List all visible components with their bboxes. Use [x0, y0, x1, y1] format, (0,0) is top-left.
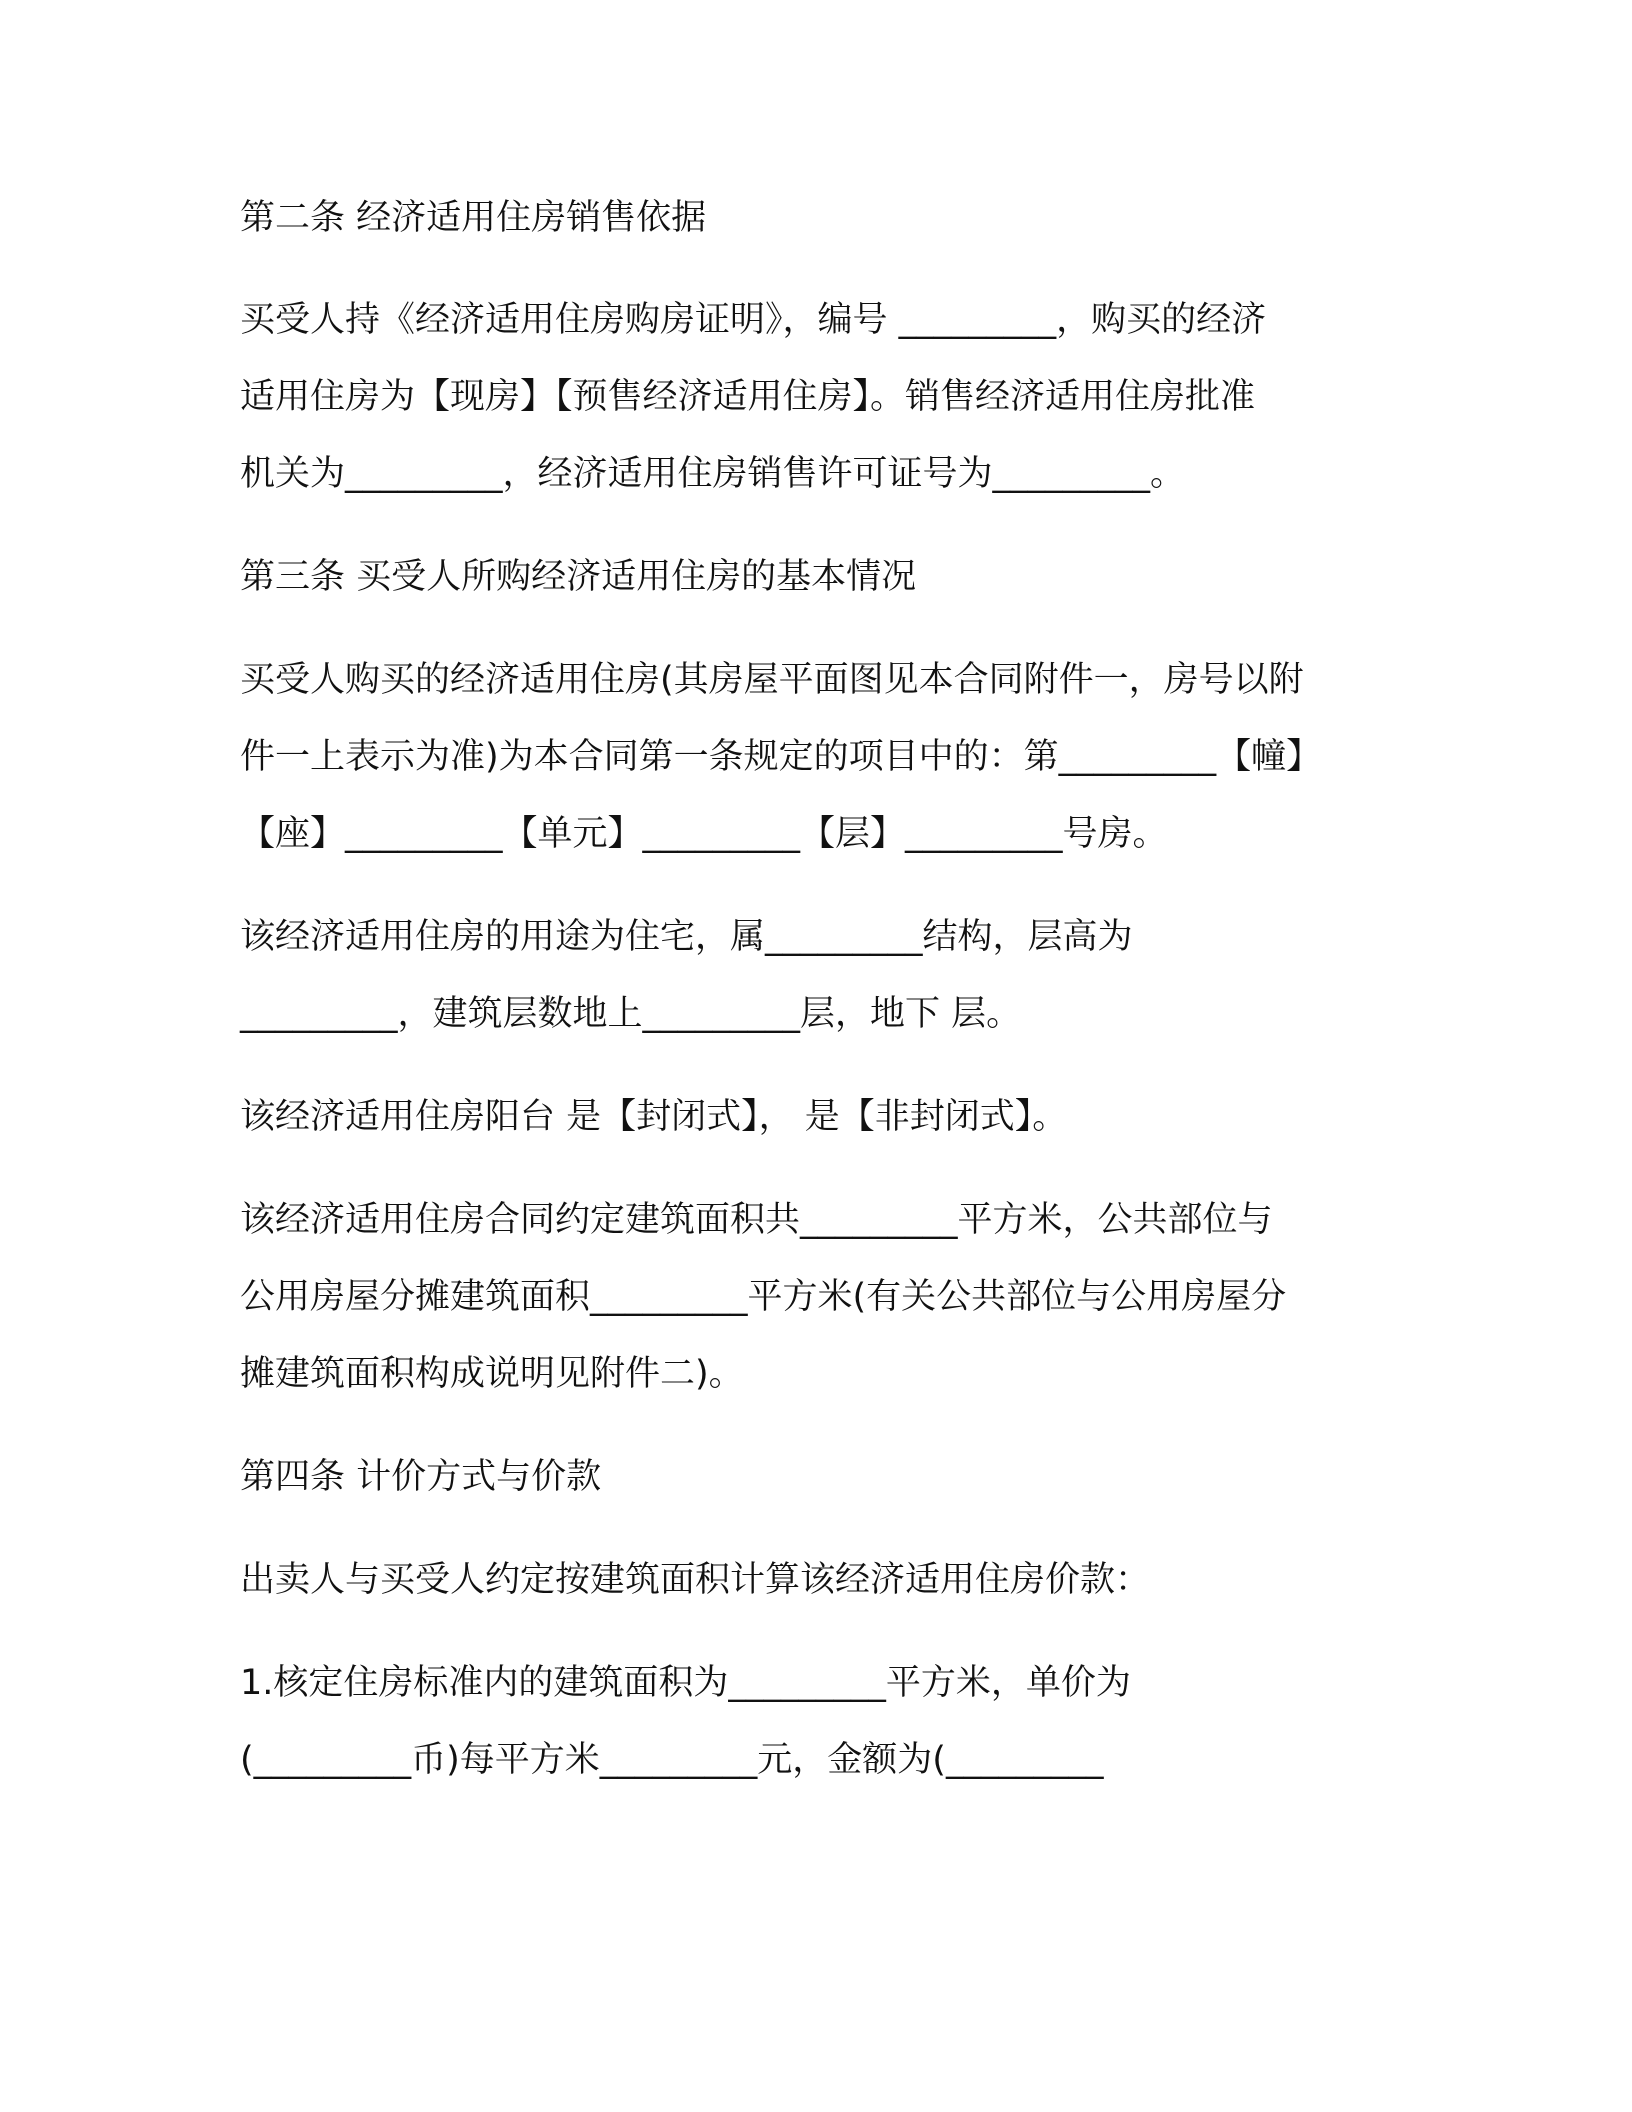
- article-4-heading: 第四条 计价方式与价款: [240, 1457, 602, 1497]
- article-3-heading: 第三条 买受人所购经济适用住房的基本情况: [240, 557, 917, 597]
- article-4-para-2-line-1: 1.核定住房标准内的建筑面积为_________平方米，单价为: [240, 1663, 1131, 1703]
- article-3-para-4-line-3: 摊建筑面积构成说明见附件二)。: [240, 1354, 744, 1394]
- article-2-text-line-2: 适用住房为【现房】【预售经济适用住房】。销售经济适用住房批准: [240, 377, 1256, 417]
- article-3-para-2-line-1: 该经济适用住房的用途为住宅，属_________结构，层高为: [240, 917, 1133, 957]
- article-4-para-1-line-1: 出卖人与买受人约定按建筑面积计算该经济适用住房价款：: [240, 1560, 1151, 1600]
- article-2-text-line-1: 买受人持《经济适用住房购房证明》，编号 _________，购买的经济: [240, 300, 1267, 340]
- article-3-para-1-line-1: 买受人购买的经济适用住房(其房屋平面图见本合同附件一，房号以附: [240, 660, 1304, 700]
- article-3-para-4-line-1: 该经济适用住房合同约定建筑面积共_________平方米，公共部位与: [240, 1200, 1273, 1240]
- article-3-para-1-line-2: 件一上表示为准)为本合同第一条规定的项目中的：第_________【幢】: [240, 737, 1322, 777]
- article-4-para-2-line-2: (_________币)每平方米_________元，金额为(_________: [240, 1740, 1104, 1780]
- article-2-text-line-3: 机关为_________，经济适用住房销售许可证号为_________。: [240, 454, 1186, 494]
- article-3-para-3-line-1: 该经济适用住房阳台 是【封闭式】， 是【非封闭式】。: [240, 1097, 1068, 1137]
- article-3-para-1-line-3: 【座】_________【单元】_________【层】_________号房。: [240, 814, 1168, 854]
- article-3-para-4-line-2: 公用房屋分摊建筑面积_________平方米(有关公共部位与公用房屋分: [240, 1277, 1287, 1317]
- article-3-para-2-line-2: _________，建筑层数地上_________层，地下 层。: [240, 994, 1022, 1034]
- article-2-heading: 第二条 经济适用住房销售依据: [240, 198, 707, 238]
